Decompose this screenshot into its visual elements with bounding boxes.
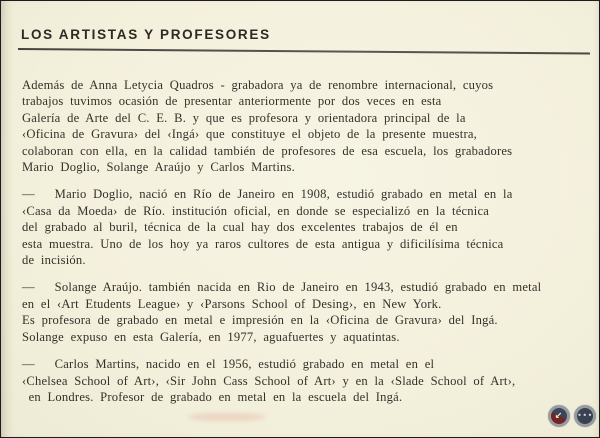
back-button[interactable] <box>548 405 570 427</box>
paragraph-intro <box>22 77 584 175</box>
page-title: LOS ARTISTAS Y PROFESORES <box>21 27 271 42</box>
text-line: Mario Doglio, Solange Araújo y Carlos Martins. <box>22 160 296 175</box>
text-line: en Londres. Profesor de grabado en metal en la escuela del Ingá. <box>22 389 403 404</box>
paragraph-solange-araujo <box>22 279 584 345</box>
text-line: trabajos tuvimos ocasión de presentar anteriormente por dos veces en esta <box>22 94 442 109</box>
back-arrow-icon: ↙ <box>554 411 563 421</box>
ellipsis-icon: ••• <box>577 411 593 420</box>
title-underline <box>18 48 590 54</box>
text-line: ‹Casa da Moeda› de Río. institución oficial, en donde se especializó en la técnica <box>22 203 490 218</box>
text-line: ‹Chelsea School of Art›, ‹Sir John Cass School of Art› y en la ‹Slade School of Art›, <box>22 373 516 388</box>
text-line: esta muestra. Uno de los hoy ya raros cultores de esta antigua y dificilísima técnica <box>22 236 504 251</box>
text-line: Galería de Arte del C. E. B. y que es profesora y orientadora principal de la <box>22 110 466 125</box>
text-line: del grabado al buril, técnica de la cual hay dos excelentes trabajos de él en <box>22 220 458 235</box>
nav-badges <box>548 405 596 427</box>
text-line: colaboran con ella, en la calidad también de profesores de esa escuela, los grabadores <box>22 143 513 158</box>
body-text <box>22 77 584 416</box>
paper-smudge <box>188 413 266 421</box>
paragraph-carlos-martins <box>22 356 584 405</box>
text-line: ‹Oficina de Gravura› del ‹Ingá› que constituye el objeto de la presente muestra, <box>22 127 477 142</box>
more-button[interactable] <box>574 405 596 427</box>
text-line: — Mario Doglio, nació en Río de Janeiro en 1908, estudió grabado en metal en la <box>22 187 513 202</box>
text-line: en el ‹Art Etudents League› y ‹Parsons School of Desing›, en New York. <box>22 296 442 311</box>
text-line: — Solange Araújo. también nacida en Rio de Janeiro en 1943, estudió grabado en metal <box>22 280 542 295</box>
text-line: de incisión. <box>22 253 86 268</box>
text-line: Solange expuso en esta Galería, en 1977, aguafuertes y aquatintas. <box>22 329 400 344</box>
text-line: — Carlos Martins, nacido en el 1956, estudió grabado en metal en el <box>22 357 435 372</box>
text-line: Es profesora de grabado en metal e impresión en la ‹Oficina de Gravura› del Ingá. <box>22 313 498 328</box>
text-line: Además de Anna Letycia Quadros - grabadora ya de renombre internacional, cuyos <box>22 78 494 92</box>
paragraph-mario-doglio <box>22 186 584 268</box>
